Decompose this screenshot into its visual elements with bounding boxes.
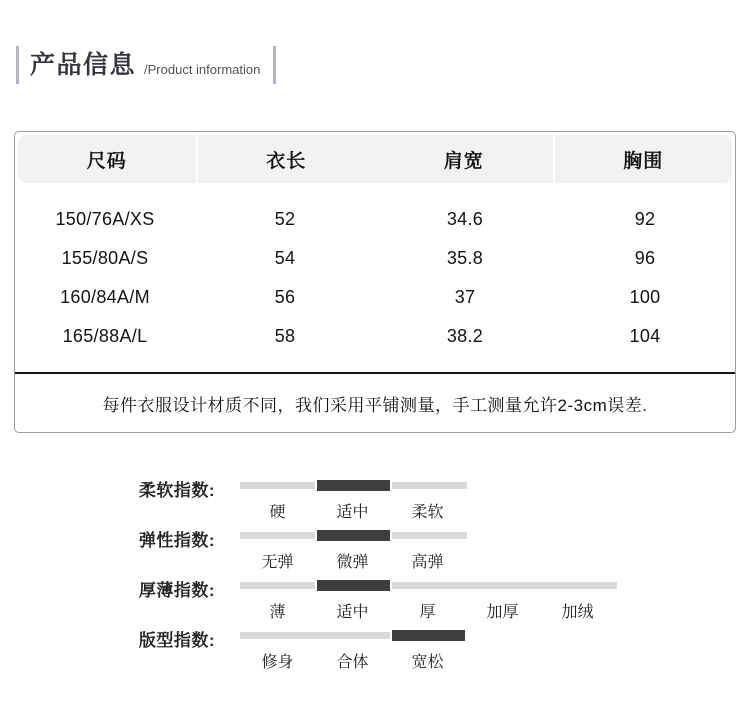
cell-shoulder: 38.2 bbox=[446, 326, 484, 346]
cell-shoulder: 34.6 bbox=[446, 209, 484, 229]
product-indicators bbox=[0, 462, 750, 671]
indicator-label: 弹性指数: bbox=[138, 531, 215, 550]
table-row bbox=[15, 200, 735, 239]
indicator-bar bbox=[240, 580, 617, 591]
table-row bbox=[15, 278, 735, 317]
indicator-segment-active bbox=[317, 480, 390, 491]
indicator-bar bbox=[240, 480, 467, 491]
indicator-row-thickness bbox=[0, 562, 750, 621]
indicator-segment-active bbox=[392, 630, 465, 641]
cell-length: 58 bbox=[274, 326, 296, 346]
table-row bbox=[15, 239, 735, 278]
indicator-bar bbox=[240, 530, 467, 541]
size-table-body bbox=[15, 184, 735, 356]
column-header-shoulder: 肩宽 bbox=[443, 150, 484, 172]
indicator-segment bbox=[240, 532, 315, 539]
cell-length: 56 bbox=[274, 287, 296, 307]
indicator-segment bbox=[240, 632, 315, 639]
indicator-options bbox=[240, 649, 465, 672]
indicator-row-elasticity bbox=[0, 512, 750, 571]
indicator-option-label: 修身 bbox=[261, 654, 294, 671]
indicator-option-label: 无弹 bbox=[261, 554, 294, 571]
column-header-size: 尺码 bbox=[86, 150, 127, 172]
indicator-segment-active bbox=[317, 530, 390, 541]
indicator-option-label: 加绒 bbox=[561, 604, 594, 621]
section-header bbox=[16, 44, 276, 86]
indicator-option-label: 薄 bbox=[269, 604, 286, 621]
cell-bust: 96 bbox=[634, 248, 656, 268]
indicator-option-label: 高弹 bbox=[411, 554, 444, 571]
cell-shoulder: 35.8 bbox=[446, 248, 484, 268]
measurement-note: 每件衣服设计材质不同，我们采用平铺测量，手工测量允许2-3cm误差. bbox=[15, 372, 735, 432]
indicator-option-label: 硬 bbox=[269, 504, 286, 521]
indicator-option-label: 柔软 bbox=[411, 504, 444, 521]
size-table bbox=[14, 131, 736, 433]
indicator-option-label: 适中 bbox=[336, 504, 369, 521]
indicator-segment bbox=[392, 582, 467, 589]
size-table-header bbox=[18, 135, 732, 183]
cell-bust: 104 bbox=[629, 326, 661, 346]
cell-size: 160/84A/M bbox=[60, 287, 150, 307]
right-accent-line bbox=[273, 46, 276, 84]
column-header-bust: 胸围 bbox=[553, 135, 733, 183]
indicator-label: 厚薄指数: bbox=[138, 581, 215, 600]
cell-size: 155/80A/S bbox=[61, 248, 149, 268]
indicator-segment bbox=[240, 482, 315, 489]
cell-shoulder: 37 bbox=[454, 287, 476, 307]
indicator-row-softness bbox=[0, 462, 750, 521]
section-title: 产品信息 bbox=[30, 51, 137, 79]
section-subtitle: /Product information bbox=[144, 62, 261, 77]
cell-length: 52 bbox=[274, 209, 296, 229]
cell-length: 54 bbox=[274, 248, 296, 268]
indicator-segment bbox=[315, 632, 390, 639]
indicator-option-label: 加厚 bbox=[486, 604, 519, 621]
left-accent-line bbox=[16, 46, 19, 84]
indicator-option-label: 宽松 bbox=[411, 654, 444, 671]
cell-size: 150/76A/XS bbox=[55, 209, 155, 229]
indicator-option-label: 厚 bbox=[419, 604, 436, 621]
indicator-segment bbox=[392, 532, 467, 539]
indicator-segment bbox=[240, 582, 315, 589]
indicator-bar bbox=[240, 630, 467, 641]
indicator-segment bbox=[467, 582, 542, 589]
indicator-label: 版型指数: bbox=[138, 631, 215, 650]
indicator-option-label: 适中 bbox=[336, 604, 369, 621]
indicator-row-fit bbox=[0, 612, 750, 671]
cell-size: 165/88A/L bbox=[62, 326, 148, 346]
indicator-segment bbox=[392, 482, 467, 489]
table-row bbox=[15, 317, 735, 356]
cell-bust: 100 bbox=[629, 287, 661, 307]
cell-bust: 92 bbox=[634, 209, 656, 229]
indicator-option-label: 微弹 bbox=[336, 554, 369, 571]
indicator-segment bbox=[542, 582, 617, 589]
column-header-length: 衣长 bbox=[196, 135, 376, 183]
indicator-segment-active bbox=[317, 580, 390, 591]
indicator-label: 柔软指数: bbox=[138, 481, 215, 500]
indicator-option-label: 合体 bbox=[336, 654, 369, 671]
